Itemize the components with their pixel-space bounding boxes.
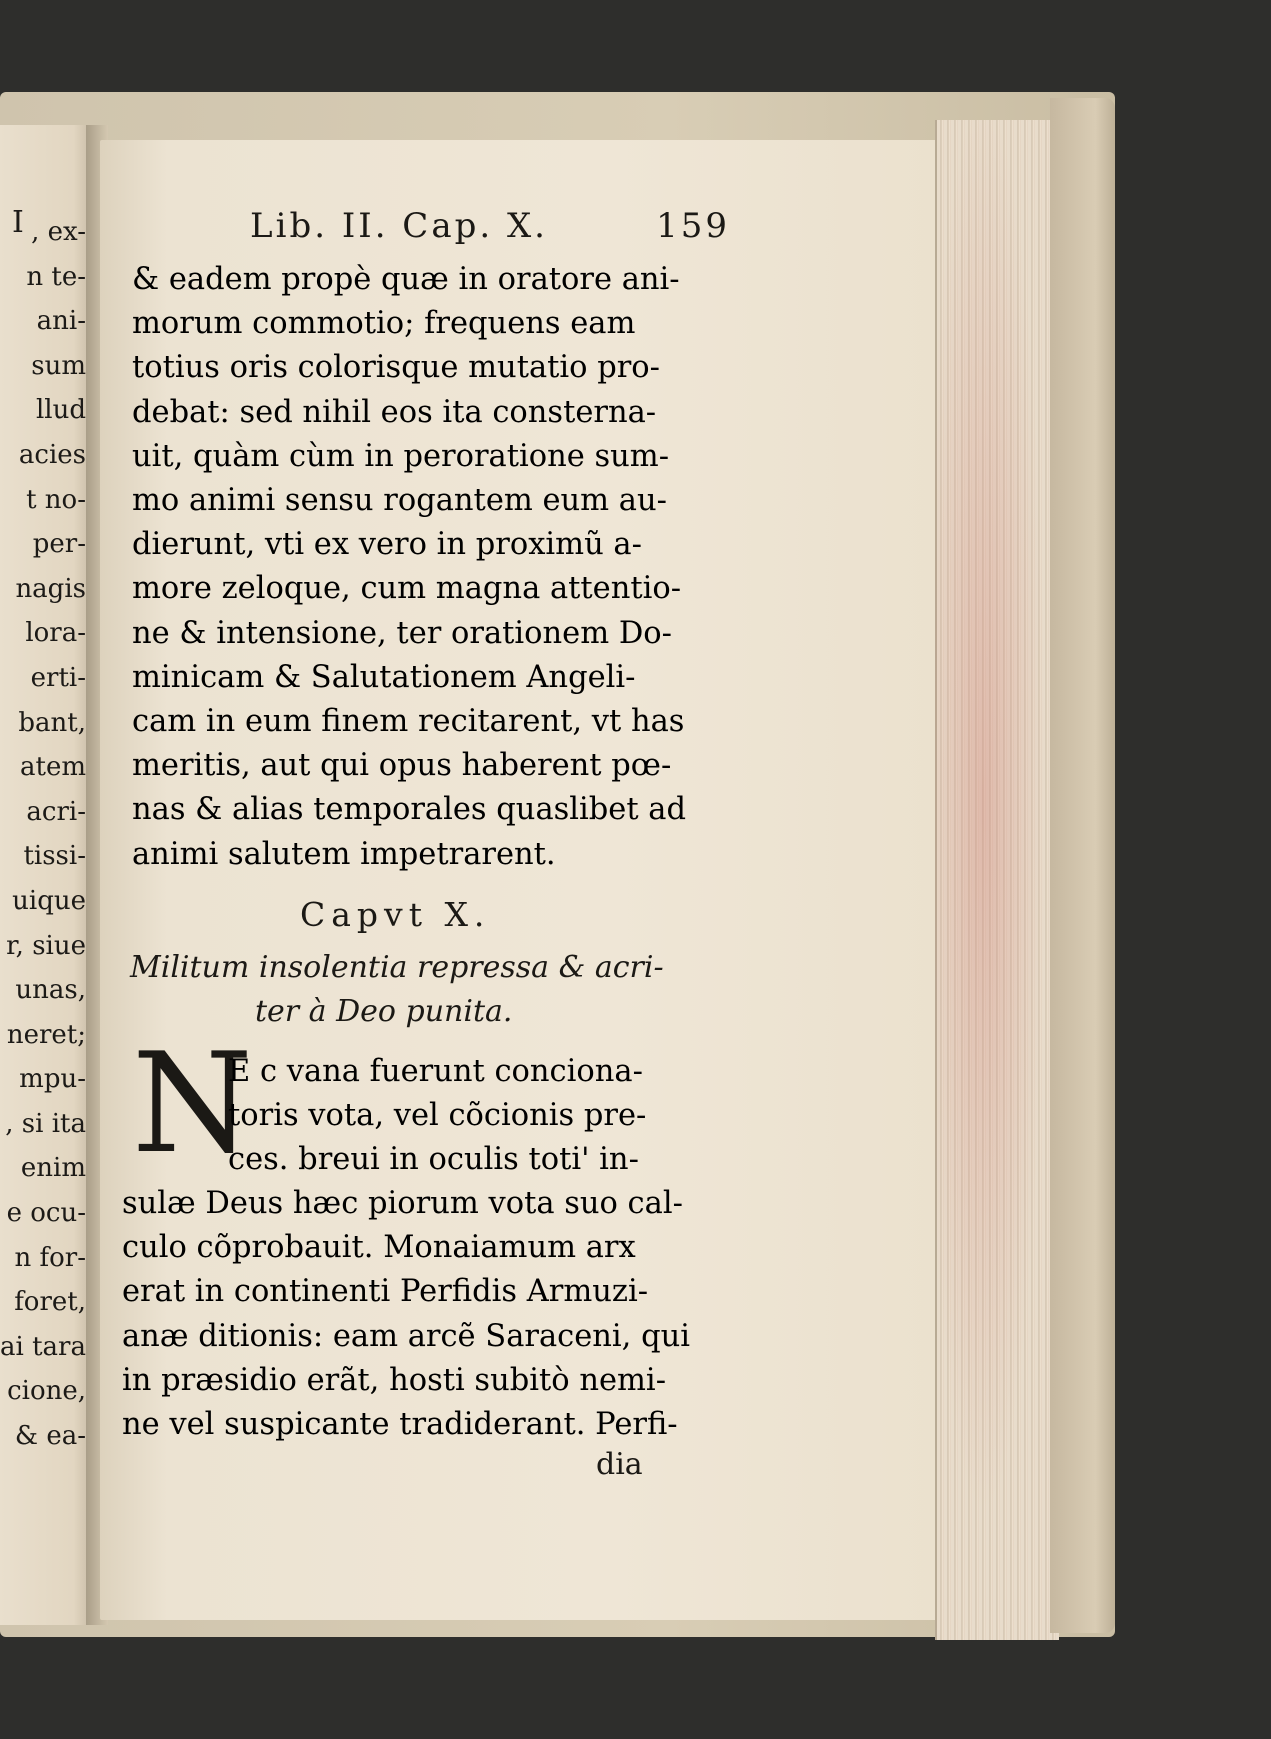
text-line: sulæ Deus hæc piorum vota suo cal- [122, 1186, 683, 1221]
left-text-line: t no- [26, 484, 86, 515]
left-text-line: foret, [14, 1287, 86, 1318]
text-line: animi salutem impetrarent. [132, 836, 556, 872]
chapter-subtitle-line-1: Militum insolentia repressa & acri- [130, 950, 664, 985]
left-text-line: per- [32, 529, 86, 560]
running-head [250, 206, 730, 246]
left-text-line: erti- [30, 662, 86, 693]
text-line: anæ ditionis: eam arcẽ Saraceni, qui [122, 1318, 690, 1354]
left-text-line: ai tara [0, 1331, 86, 1362]
left-text-line: acies [18, 439, 86, 470]
left-page [0, 125, 92, 1625]
drop-cap: N [132, 1023, 253, 1184]
left-text-line: n te- [26, 261, 86, 292]
text-line: meritis, aut qui opus haberent pœ- [132, 748, 672, 784]
left-text-line: , si ita [5, 1108, 86, 1139]
chapter-heading: Capvt X. [300, 895, 491, 934]
left-text-line: n for- [14, 1242, 86, 1273]
text-line: ces. breui in oculis toti' in- [228, 1142, 639, 1178]
left-page-number: I [12, 205, 24, 240]
left-text-line: & ea- [14, 1421, 86, 1452]
text-line: & eadem propè quæ in oratore ani- [132, 262, 680, 297]
left-text-line: unas, [15, 975, 86, 1006]
text-line: erat in continenti Perfidis Armuzi- [122, 1274, 649, 1310]
left-text-line: bant, [18, 707, 86, 738]
left-text-line: sum [31, 350, 86, 381]
left-text-line: nagis [15, 573, 86, 604]
text-line: uit, quàm cùm in peroratione sum- [132, 438, 670, 474]
running-head-text: Lib. II. Cap. X. [250, 206, 548, 246]
cover-edge [1050, 98, 1115, 1633]
page-edges-stain [935, 120, 1057, 1640]
text-line: minicam & Salutationem Angeli- [132, 659, 636, 695]
left-text-line: mpu- [19, 1064, 86, 1095]
text-line: E c vana fuerunt conciona- [228, 1054, 643, 1089]
catchword: dia [596, 1447, 643, 1482]
text-line: culo cõprobauit. Monaiamum arx [122, 1230, 636, 1266]
left-text-line: e ocu- [6, 1198, 86, 1229]
left-text-line: uique [12, 885, 86, 916]
text-line: morum commotio; frequens eam [132, 306, 636, 342]
left-text-line: lora- [25, 618, 86, 649]
folio-number: 159 [656, 206, 730, 246]
left-text-line: neret; [6, 1019, 86, 1050]
left-page-text [0, 210, 92, 1459]
chapter-subtitle-line-2: ter à Deo punita. [255, 994, 513, 1029]
left-text-line: tissi- [23, 841, 86, 872]
left-text-line: acri- [26, 796, 86, 827]
text-line: cam in eum finem recitarent, vt has [132, 704, 685, 739]
text-line: totius oris colorisque mutatio pro- [132, 350, 660, 386]
text-line: ne vel suspicante tradiderant. Perfi- [122, 1407, 678, 1442]
text-line: ne & intensione, ter orationem Do- [132, 615, 672, 651]
text-line: dierunt, vti ex vero in proximũ a- [132, 527, 642, 563]
left-text-line: cione, [7, 1376, 86, 1407]
text-line: more zeloque, cum magna attentio- [132, 571, 682, 607]
left-text-line: llud [35, 395, 86, 426]
left-text-line: enim [20, 1153, 86, 1184]
text-line: in præsidio erãt, hosti subitò nemi- [122, 1362, 666, 1398]
left-text-line: ani- [36, 306, 86, 337]
left-text-line: atem [20, 752, 86, 783]
left-text-line: r, siue [6, 930, 86, 961]
text-line: toris vota, vel cõcionis pre- [228, 1098, 647, 1134]
text-line: mo animi sensu rogantem eum au- [132, 483, 667, 518]
left-text-line: , ex- [31, 217, 86, 247]
text-line: debat: sed nihil eos ita consterna- [132, 394, 657, 430]
text-line: nas & alias temporales quaslibet ad [132, 792, 687, 828]
